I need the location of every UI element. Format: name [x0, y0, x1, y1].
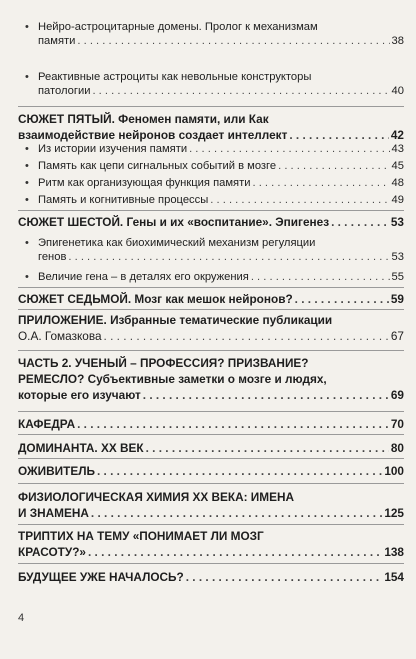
toc-page-number: 154	[384, 570, 404, 584]
toc-entry	[25, 70, 404, 98]
toc-entry-text: Эпигенетика как биохимический механизм регуляции	[38, 237, 316, 249]
toc-page-number: 67	[390, 329, 404, 343]
separator	[18, 350, 404, 351]
toc-entry	[25, 20, 404, 48]
toc-page-number: 125	[384, 506, 404, 520]
bullet: •	[25, 143, 29, 155]
toc-page-number: 55	[391, 271, 404, 283]
toc-entry-text: Нейро-астроцитарные домены. Пролог к механизмам	[38, 21, 318, 33]
separator	[18, 524, 404, 525]
separator	[18, 434, 404, 435]
bullet: •	[25, 21, 29, 33]
separator	[18, 309, 404, 310]
toc-entry-text: СЮЖЕТ ПЯТЫЙ. Феномен памяти, или Как	[18, 112, 269, 126]
toc-page-number: 53	[391, 251, 404, 263]
toc-page-number: 53	[390, 215, 404, 229]
toc-page-number: 48	[391, 177, 404, 189]
separator	[18, 458, 404, 459]
separator	[18, 563, 404, 564]
toc-entry-text: взаимодействие нейронов создает интеллект	[18, 128, 288, 142]
toc-page-number: 38	[391, 35, 404, 47]
separator	[18, 411, 404, 412]
toc-page-number: 80	[390, 441, 404, 455]
toc-entry	[25, 236, 404, 264]
toc-chapter	[18, 416, 404, 432]
toc-entry-text: ДОМИНАНТА. XX ВЕК	[18, 441, 144, 455]
bullet: •	[25, 71, 29, 83]
bullet: •	[25, 237, 29, 249]
bullet: •	[25, 177, 29, 189]
toc-entry-text: патологии	[38, 85, 91, 97]
toc-page-number: 40	[391, 85, 404, 97]
toc-entry	[25, 193, 404, 207]
toc-page-number: 59	[390, 292, 404, 306]
bullet: •	[25, 271, 29, 283]
separator	[18, 287, 404, 288]
toc-entry-text: СЮЖЕТ СЕДЬМОЙ. Мозг как мешок нейронов?	[18, 292, 293, 306]
toc-entry-text: Память как цепи сигнальных событий в мозге	[38, 160, 277, 172]
toc-entry-text: РЕМЕСЛО? Субъективные заметки о мозге и людях,	[18, 372, 327, 386]
separator	[18, 106, 404, 107]
toc-chapter	[18, 569, 404, 585]
toc-chapter	[18, 214, 404, 230]
toc-entry-text: СЮЖЕТ ШЕСТОЙ. Гены и их «воспитание». Эпигенез	[18, 215, 330, 229]
toc-chapter	[18, 440, 404, 456]
toc-entry-text: которые его изучают	[18, 388, 141, 402]
toc-chapter	[18, 111, 404, 143]
toc-entry	[25, 176, 404, 190]
toc-part	[18, 355, 404, 403]
toc-entry-text: БУДУЩЕЕ УЖЕ НАЧАЛОСЬ?	[18, 570, 184, 584]
toc-page-number: 70	[390, 417, 404, 431]
toc-entry-text: И ЗНАМЕНА	[18, 506, 89, 520]
toc-entry-text: КАФЕДРА	[18, 417, 76, 431]
page-number: 4	[18, 612, 25, 624]
toc-entry-text: О.А. Гомазкова	[18, 329, 102, 343]
toc-page-number: 43	[391, 143, 404, 155]
toc-entry-text: Реактивные астроциты как невольные конструкторы	[38, 71, 312, 83]
separator	[18, 483, 404, 484]
toc-entry-text: ТРИПТИХ НА ТЕМУ «ПОНИМАЕТ ЛИ МОЗГ	[18, 529, 264, 543]
toc-chapter	[18, 528, 404, 560]
toc-entry-text: Память и когнитивные процессы	[38, 194, 209, 206]
toc-entry-text: генов	[38, 251, 67, 263]
separator	[18, 210, 404, 211]
toc-entry	[25, 142, 404, 156]
toc-entry-text: ФИЗИОЛОГИЧЕСКАЯ ХИМИЯ XX ВЕКА: ИМЕНА	[18, 490, 295, 504]
toc-page-number: 100	[384, 464, 404, 478]
toc-chapter	[18, 312, 404, 344]
toc-page-number: 42	[390, 128, 404, 142]
toc-page-number: 138	[384, 545, 404, 559]
bullet: •	[25, 194, 29, 206]
toc-entry-text: Ритм как организующая функция памяти	[38, 177, 251, 189]
toc-entry	[25, 159, 404, 173]
toc-entry-text: Величие гена – в деталях его окружения	[38, 271, 249, 283]
toc-entry-text: Из истории изучения памяти	[38, 143, 188, 155]
toc-chapter	[18, 489, 404, 521]
toc-entry-text: ЧАСТЬ 2. УЧЕНЫЙ – ПРОФЕССИЯ? ПРИЗВАНИЕ?	[18, 356, 309, 370]
toc-entry-text: памяти	[38, 35, 76, 47]
toc-page-number: 45	[391, 160, 404, 172]
bullet: •	[25, 160, 29, 172]
toc-entry-text: ПРИЛОЖЕНИЕ. Избранные тематические публикации	[18, 313, 333, 327]
toc-entry-text: ОЖИВИТЕЛЬ	[18, 464, 95, 478]
toc-entry-text: КРАСОТУ?»	[18, 545, 86, 559]
toc-chapter	[18, 291, 404, 307]
toc-page-number: 69	[390, 388, 404, 402]
toc-entry	[25, 270, 404, 284]
toc-page-number: 49	[391, 194, 404, 206]
toc-chapter	[18, 463, 404, 479]
